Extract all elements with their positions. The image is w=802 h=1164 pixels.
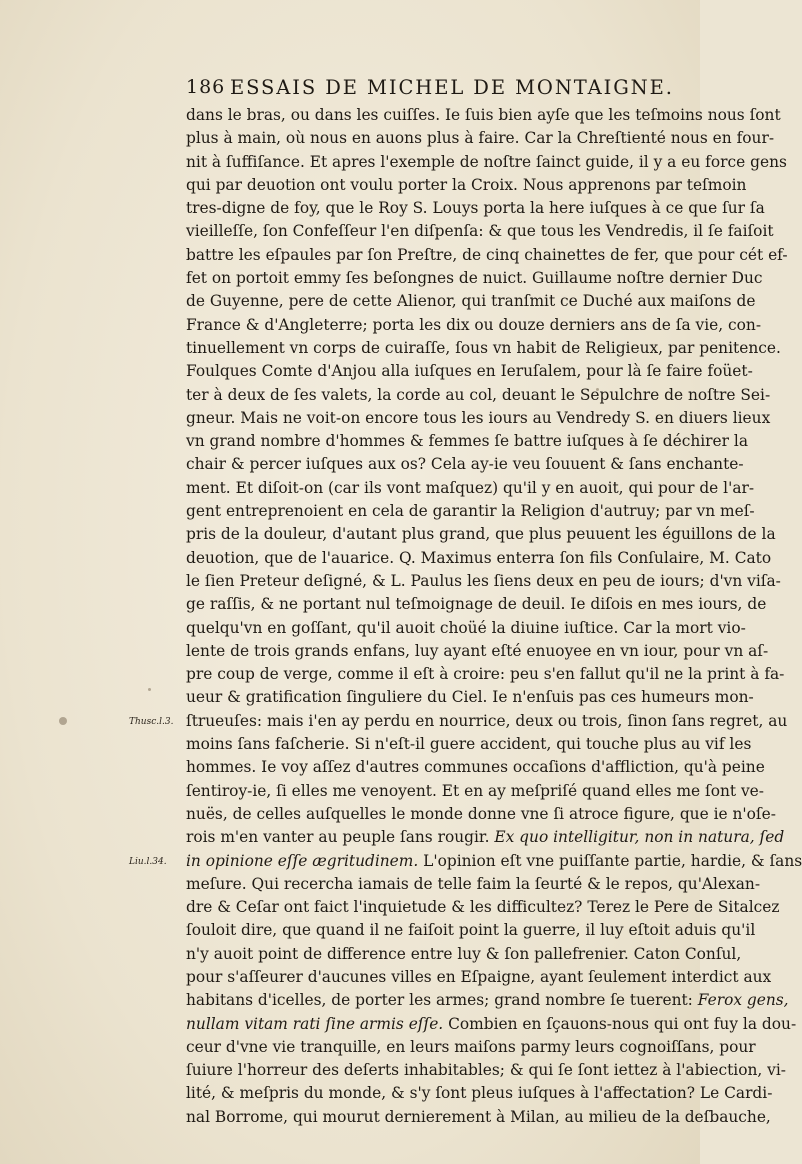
text-segment: Combien en ſçauons-nous qui ont fuy la dou- (443, 1014, 797, 1033)
text-line (186, 989, 789, 1012)
latin-quotation: nullam vitam rati ſine armis eſſe. (186, 1014, 444, 1033)
text-line (186, 430, 748, 453)
text-segment: plus à main, où nous en auons plus à faire. Car la Chreſtienté nous en four- (186, 129, 775, 148)
text-segment: pre coup de verge, comme il eſt à croire: peu s'en fallut qu'il ne la print à fa- (186, 665, 785, 684)
text-line (186, 174, 747, 197)
text-segment: L'opinion eſt vne puiſſante partie, hardie, & ſans (418, 851, 802, 870)
text-segment: ceur d'vne vie tranquille, en leurs maiſons parmy leurs cognoiſſans, pour (186, 1037, 756, 1056)
text-line (186, 593, 767, 616)
text-segment: fet on portoit emmy ſes beſongnes de nuict. Guillaume noſtre dernier Duc (186, 269, 763, 288)
text-line (186, 1106, 771, 1129)
text-line (186, 523, 776, 546)
text-segment: tinuellement vn corps de cuiraſſe, ſous vn habit de Religieux, par penitence. (186, 338, 781, 357)
text-line (186, 151, 787, 174)
page-number: 186 (186, 76, 226, 98)
text-line (186, 500, 755, 523)
text-segment: hommes. Ie voy aſſez d'autres communes occaſions d'affliction, qu'à peine (186, 758, 765, 777)
text-line (186, 803, 776, 826)
text-segment: ge raſſis, & ne portant nul teſmoignage de deuil. Ie diſois en mes iours, de (186, 595, 767, 614)
text-line (186, 267, 763, 290)
text-segment: habitans d'icelles, de porter les armes; grand nombre ſe tuerent: (186, 991, 698, 1010)
ink-stain (59, 717, 67, 725)
text-segment: rois m'en vanter au peuple ſans rougir. (186, 828, 495, 847)
text-line (186, 1036, 756, 1059)
text-segment: France & d'Angleterre; porta les dix ou douze derniers ans de ſa vie, con- (186, 315, 762, 334)
text-line (186, 244, 788, 267)
text-segment: le ſien Preteur deſigné, & L. Paulus les ſiens deux en peu de iours; d'vn viſa- (186, 571, 781, 590)
text-segment: tres-digne de foy, que le Roy S. Louys porta la here iuſques à ce que ſur ſa (186, 199, 765, 218)
text-segment: deuotion, que de l'auarice. Q. Maximus enterra ſon fils Conſulaire, M. Cato (186, 548, 772, 567)
text-line (186, 453, 744, 476)
text-line (186, 617, 746, 640)
text-segment: vn grand nombre d'hommes & femmes ſe battre iuſques à ſe déchirer la (186, 432, 748, 451)
text-segment: ueur & gratification ſinguliere du Ciel. Ie n'enſuis pas ces humeurs mon- (186, 688, 754, 707)
text-segment: pris de la douleur, d'autant plus grand, que plus peuuent les éguillons de la (186, 525, 776, 544)
text-segment: nit à ſuffiſance. Et apres l'exemple de noſtre ſainct guide, il y a eu force gens (186, 152, 787, 171)
page-header (186, 76, 674, 100)
text-segment: lité, & meſpris du monde, & s'y ſont pleus iuſques à l'affectation? Le Cardi- (186, 1084, 773, 1103)
text-line (186, 943, 742, 966)
text-segment: ter à deux de ſes valets, la corde au col, deuant le Sepulchre de noſtre Sei- (186, 385, 771, 404)
latin-quotation: in opinione eſſe ægritudinem. (186, 851, 419, 870)
ink-speck (148, 688, 151, 691)
text-line (186, 896, 780, 919)
text-segment: dre & Ceſar ont faict l'inquietude & les difficultez? Terez le Pere de Sitalcez (186, 898, 780, 917)
text-segment: gent entreprenoient en cela de garantir la Religion d'autruy; par vn meſ- (186, 502, 755, 521)
text-line (186, 710, 788, 733)
text-segment: de Guyenne, pere de cette Alienor, qui tranſmit ce Duché aux maiſons de (186, 292, 756, 311)
text-line (186, 756, 765, 779)
latin-quotation: Ex quo intelligitur, non in natura, ſed (494, 828, 785, 847)
text-line (186, 290, 756, 313)
text-line (186, 1059, 786, 1082)
text-line (186, 407, 771, 430)
text-segment: quelqu'vn en goſſant, qu'il auoit choüé la diuine iuſtice. Car la mort vio- (186, 618, 746, 637)
marginal-citation: Thusc.l.3. (129, 716, 174, 727)
text-line (186, 1082, 773, 1105)
text-line (186, 570, 781, 593)
text-segment: Foulques Comte d'Anjou alla iuſques en Ieruſalem, pour là ſe faire foüet- (186, 362, 753, 381)
text-line (186, 314, 762, 337)
text-segment: lente de trois grands enfans, luy ayant eſté enuoyee en vn iour, pour vn aſ- (186, 641, 769, 660)
text-segment: ſtrueuſes: mais i'en ay perdu en nourrice, deux ou trois, ſinon ſans regret, au (186, 711, 788, 730)
running-title: ESSAIS DE MICHEL DE MONTAIGNE. (230, 76, 674, 99)
text-segment: ſentiroy-ie, ſi elles me venoyent. Et en ay meſpriſé quand elles me ſont ve- (186, 781, 764, 800)
text-line (186, 966, 772, 989)
text-line (186, 104, 781, 127)
text-segment: pour s'aſſeurer d'aucunes villes en Eſpaigne, ayant ſeulement interdict aux (186, 967, 772, 986)
text-line (186, 640, 769, 663)
text-line (186, 197, 765, 220)
text-line (186, 477, 755, 500)
text-segment: ment. Et diſoit-on (car ils vont maſquez) qu'il y en auoit, qui pour de l'ar- (186, 478, 755, 497)
text-segment: meſure. Qui recercha iamais de telle faim la ſeurté & le repos, qu'Alexan- (186, 874, 761, 893)
text-line (186, 127, 775, 150)
text-line (186, 873, 761, 896)
text-segment: moins ſans faſcherie. Si n'eſt-il guere accident, qui touche plus au vif les (186, 735, 752, 754)
text-line (186, 547, 772, 570)
latin-quotation: Ferox gens, (697, 991, 789, 1010)
text-line (186, 663, 785, 686)
text-segment: qui par deuotion ont voulu porter la Croix. Nous apprenons par teſmoin (186, 175, 747, 194)
text-segment: battre les eſpaules par ſon Preſtre, de cinq chainettes de fer, que pour cét ef- (186, 245, 788, 264)
text-segment: dans le bras, ou dans les cuiſſes. Ie ſuis bien ayſe que les teſmoins nous ſont (186, 106, 781, 124)
text-line (186, 733, 752, 756)
text-segment: gneur. Mais ne voit-on encore tous les iours au Vendredy S. en diuers lieux (186, 408, 771, 427)
text-line (186, 360, 753, 383)
text-line (186, 919, 756, 942)
text-segment: chair & percer iuſques aux os? Cela ay-ie veu ſouuent & ſans enchante- (186, 455, 744, 474)
text-segment: vieilleſſe, ſon Confeſſeur l'en diſpenſa: & que tous les Vendredis, il ſe faiſoit (186, 222, 774, 241)
text-line (186, 826, 785, 849)
text-segment: ſouloit dire, que quand il ne faiſoit point la guerre, il luy eſtoit aduis qu'il (186, 921, 756, 940)
text-segment: ſuiure l'horreur des deſerts inhabitables; & qui ſe ſont iettez à l'abiection, vi- (186, 1061, 786, 1080)
text-segment: nuës, de celles auſquelles le monde donne vne ſi atroce figure, que ie n'oſe- (186, 804, 776, 823)
text-segment: nal Borrome, qui mourut dernierement à Milan, au milieu de la deſbauche, (186, 1107, 771, 1126)
body-text (186, 104, 802, 1129)
text-line (186, 384, 771, 407)
text-line (186, 686, 754, 709)
text-line (186, 850, 802, 873)
text-segment: n'y auoit point de difference entre luy & ſon pallefrenier. Caton Conſul, (186, 944, 742, 963)
text-line (186, 337, 781, 360)
text-line (186, 780, 764, 803)
text-line (186, 220, 774, 243)
marginal-citation: Liu.l.34. (129, 856, 167, 867)
text-line (186, 1013, 797, 1036)
